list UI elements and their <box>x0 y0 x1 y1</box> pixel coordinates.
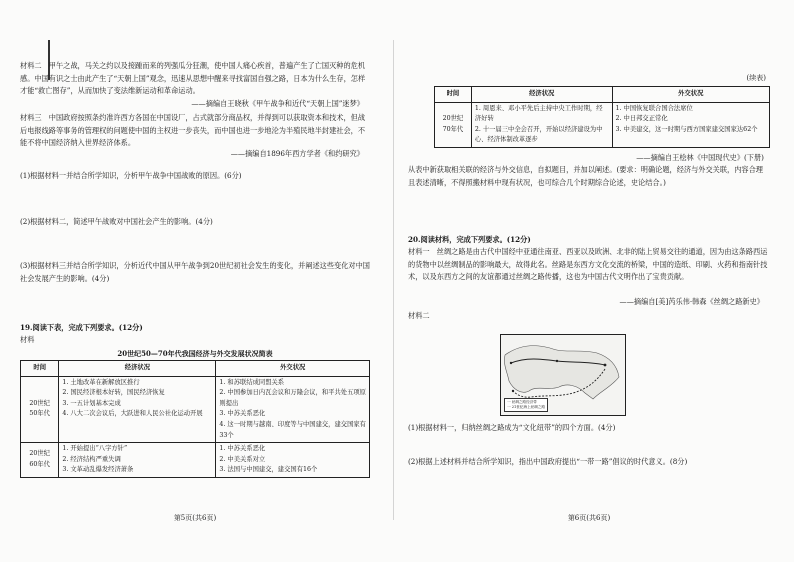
table-source: ——摘编自王桧林《中国现代史》(下册) <box>636 153 764 162</box>
question-20-title: 20.阅读材料，完成下列要求。(12分) <box>408 235 531 244</box>
table-row <box>21 443 370 478</box>
page-footer: 第6页(共6页) <box>567 514 611 522</box>
material-3-source: ——摘编自1896年西方学者《和约研究》 <box>230 149 364 158</box>
row-economy: 1. 开始提出“八字方针” 2. 经济结构严重失调 3. 文革动乱爆发经济萧条 <box>59 443 216 478</box>
legend-item: 一 丝绸之路经济带 <box>507 400 537 404</box>
col-header-economy: 经济状况 <box>59 361 216 377</box>
col-header-diplomacy: 外交状况 <box>216 361 370 377</box>
row-economy: 1. 土地改革在新解放区推行 2. 国民经济根本好转，国民经济恢复 3. 一五计划基本完成 4. 八大二次会议后，大跃进和人民公社化运动开展 <box>59 376 216 443</box>
material-2-text: 材料二 甲午之战，马关之约以及接踵而来的列强瓜分狂潮，使中国人痛心疾首，普遍产生了亡国灭种的危机感。中国有识之士由此产生了“天朝上国”观念，迅速从思想中醒来寻找富国自强之路，日本为什么生存，怎样才能“救亡图存”，从而加快了变法维新运动和革命运动。 <box>20 61 366 95</box>
page-divider <box>393 40 394 520</box>
row-diplomacy: 1. 和苏联结成同盟关系 2. 中国参加日内瓦会议和万隆会议，和平共处五项原则提出 3. 中苏关系恶化 4. 这一时期与越南、印度等与中国建交，建交国家有33个 <box>216 376 370 443</box>
table-row <box>435 102 770 147</box>
question-3: (3)根据材料三并结合所学知识，分析近代中国从甲午战争到20世纪初社会发生的变化，并阐述这些变化对中国社会发展产生的影响。(4分) <box>20 261 370 283</box>
table-caption: 20世纪50—70年代我国经济与外交发展状况简表 <box>117 349 273 358</box>
col-header-period: 时间 <box>21 361 59 377</box>
question-20-2: (2)根据上述材料并结合所学知识，指出中国政府提出“一带一路”倡议的时代意义。(8分) <box>408 457 688 466</box>
econ-diplomacy-table <box>20 360 370 478</box>
row-economy: 1. 周恩来、邓小平先后主持中央工作时期，经济好转 2. 十一届三中全会召开，开始以经济建设为中心、经济体制改革逐步 <box>471 102 612 147</box>
belt-road-map <box>500 334 626 416</box>
material-2-label: 材料二 <box>408 311 430 320</box>
row-diplomacy: 1. 中国恢复联合国合法席位 2. 中日邦交正常化 3. 中美建交，这一时期与西方国家建交国家达62个 <box>612 102 769 147</box>
page-6 <box>408 74 770 556</box>
continued-table <box>434 86 770 148</box>
material-3-text: 材料三 中国政府按照条约准许西方各国在中国设厂，占式就部分商品权，并得到可以获取资本和技术，但战后电报线路等事务的管理权的问题使中国的主权进一步丧失，而中国也进一步地沦为半殖民地半封建社会，不能不将中国经济纳入世界经济体系。 <box>20 113 366 147</box>
map-legend <box>504 398 548 412</box>
col-header-diplomacy: 外交状况 <box>612 87 769 103</box>
table-row <box>21 376 370 443</box>
row-diplomacy: 1. 中苏关系恶化 2. 中美关系对立 3. 法国与中国建交，建交国有16个 <box>216 443 370 478</box>
material-2-source: ——摘编自王晓秋《甲午战争和近代“天朝上国”迷梦》 <box>191 99 364 108</box>
legend-item: 一 21世纪海上丝绸之路 <box>507 405 546 409</box>
question-19-title: 19.阅读下表，完成下列要求。(12分) <box>20 323 143 332</box>
material-1-source: ——摘编自[美]芮乐伟·韩森《丝绸之路新史》 <box>619 297 764 306</box>
page-5 <box>20 60 370 530</box>
question-19-instruction: 从表中新获取相关联的经济与外交信息，自拟题目，并加以阐述。(要求：明确论题，经济与外交关联，内容合理且表述清晰，不得照搬材料中现有状况，也可综合几个时期综合论述，史论结合。) <box>408 165 763 187</box>
material-1-text: 材料一 丝绸之路是由古代中国经中亚通往南亚、西亚以及欧洲、北非的陆上贸易交往的通道，因为由这条路西运的货物中以丝绸制品的影响最大，故得此名。丝路是东西方文化交流的桥梁，中国的造纸、印刷、火药和指南针技术，以及东西方之间的友谊都通过丝绸之路传播，这也为中国古代文明作出了宝贵贡献。 <box>408 247 768 281</box>
row-period: 20世纪 50年代 <box>21 376 59 443</box>
page-footer: 第5页(共6页) <box>173 514 217 522</box>
row-period: 20世纪 70年代 <box>435 102 472 147</box>
question-1: (1)根据材料一并结合所学知识，分析甲午战争中国战败的原因。(6分) <box>20 171 242 180</box>
question-2: (2)根据材料二，简述甲午战败对中国社会产生的影响。(4分) <box>20 217 213 226</box>
continued-label: (续表) <box>746 74 766 82</box>
row-period: 20世纪 60年代 <box>21 443 59 478</box>
col-header-economy: 经济状况 <box>471 87 612 103</box>
question-20-1: (1)根据材料一，归纳丝绸之路成为“文化纽带”的四个方面。(4分) <box>408 423 616 432</box>
col-header-period: 时间 <box>435 87 472 103</box>
material-label: 材料 <box>20 335 35 344</box>
